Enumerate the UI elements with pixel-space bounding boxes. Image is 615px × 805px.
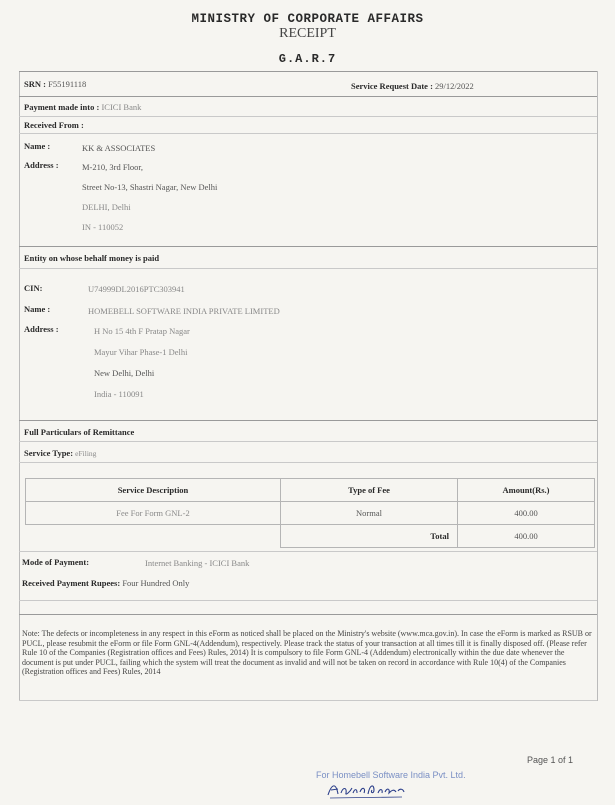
- srn-value: F55191118: [48, 79, 87, 89]
- total-value: 400.00: [458, 525, 595, 548]
- divider: [19, 441, 597, 442]
- entity-name-label: Name :: [24, 304, 51, 314]
- fee-table: [25, 478, 595, 548]
- ministry-title: MINISTRY OF CORPORATE AFFAIRS: [191, 12, 424, 26]
- entity-address-line: India - 110091: [94, 389, 144, 399]
- divider: [19, 420, 597, 421]
- divider: [19, 600, 597, 601]
- srn-row: [24, 79, 86, 89]
- service-type-label: Service Type:: [24, 448, 74, 458]
- remittance-heading: Full Particulars of Remittance: [24, 427, 135, 437]
- divider: [19, 96, 597, 97]
- srn-label: SRN :: [24, 79, 46, 89]
- divider: [19, 268, 597, 269]
- received-payment-row: [22, 578, 189, 588]
- received-from-address-line: Street No-13, Shastri Nagar, New Delhi: [82, 182, 218, 192]
- divider: [19, 246, 597, 247]
- entity-address-line: H No 15 4th F Pratap Nagar: [94, 326, 190, 336]
- divider: [19, 71, 597, 72]
- entity-cin: U74999DL2016PTC303941: [88, 284, 185, 294]
- received-payment-label: Received Payment Rupees:: [22, 578, 121, 588]
- divider: [19, 700, 597, 701]
- divider: [19, 551, 597, 552]
- type-of-fee-cell: Normal: [281, 502, 458, 525]
- service-request-date-row: [351, 81, 474, 91]
- received-from-name-label: Name :: [24, 141, 51, 151]
- receipt-title: RECEIPT: [279, 26, 336, 41]
- company-stamp: For Homebell Software India Pvt. Ltd.: [316, 770, 466, 780]
- note-text: Note: The defects or incompleteness in any respect in this eForm as noticed shall be placed on the Ministry's website (www.mca.gov.in). In case the eForm is marked as RSUB or PUCL, please resubmit the eForm or file Form GNL-4(Addendum), respectively. Please track the status of your transaction at all times till it is finally disposed off. (Please refer Rule 10 of the Companies (Registration offices and Fees) Rules, 2014) It is compulsory to file Form GNL-4 (Addendum) electronically within the due date whenever the document is put under PUCL, failing which the system will treat the document as invalid and will not be taken on record in accordance with Rule 10(4) of the Companies (Registration offices and Fees) Rules, 2014: [22, 629, 592, 677]
- entity-address-line: New Delhi, Delhi: [94, 368, 155, 378]
- received-from-heading: Received From :: [24, 120, 84, 130]
- entity-name: HOMEBELL SOFTWARE INDIA PRIVATE LIMITED: [88, 306, 280, 316]
- received-from-address-line: IN - 110052: [82, 222, 124, 232]
- fee-table-header: [26, 479, 595, 502]
- divider: [19, 133, 597, 134]
- service-type-row: [24, 448, 96, 458]
- header-service-description: Service Description: [26, 479, 281, 502]
- signature-image: [326, 780, 406, 805]
- service-request-date-value: 29/12/2022: [435, 81, 474, 91]
- received-payment-value: Four Hundred Only: [122, 578, 190, 588]
- received-from-name: KK & ASSOCIATES: [82, 143, 156, 153]
- divider: [19, 116, 597, 117]
- total-row: [26, 525, 595, 548]
- received-from-address-label: Address :: [24, 160, 59, 170]
- service-request-date-label: Service Request Date :: [351, 81, 433, 91]
- header-amount: Amount(Rs.): [458, 479, 595, 502]
- received-from-address-line: M-210, 3rd Floor,: [82, 162, 144, 172]
- payment-made-into-value: ICICI Bank: [101, 102, 142, 112]
- table-row: [26, 502, 595, 525]
- service-type-value: eFiling: [75, 449, 97, 458]
- mode-of-payment-value: Internet Banking - ICICI Bank: [145, 558, 250, 568]
- entity-address-label: Address :: [24, 324, 59, 334]
- entity-cin-label: CIN:: [24, 283, 43, 293]
- header-type-of-fee: Type of Fee: [281, 479, 458, 502]
- form-code: G.A.R.7: [278, 52, 337, 66]
- amount-cell: 400.00: [458, 502, 595, 525]
- total-label: Total: [281, 525, 458, 548]
- entity-heading: Entity on whose behalf money is paid: [24, 253, 160, 263]
- mode-of-payment-label: Mode of Payment:: [22, 557, 90, 567]
- payment-made-into-row: [24, 102, 141, 112]
- divider: [19, 614, 597, 615]
- service-description-cell: Fee For Form GNL-2: [26, 502, 281, 525]
- payment-made-into-label: Payment made into :: [24, 102, 100, 112]
- entity-address-line: Mayur Vihar Phase-1 Delhi: [94, 347, 188, 357]
- page-number: Page 1 of 1: [526, 755, 573, 765]
- divider: [19, 462, 597, 463]
- received-from-address-line: DELHI, Delhi: [82, 202, 131, 212]
- empty-cell: [26, 525, 281, 548]
